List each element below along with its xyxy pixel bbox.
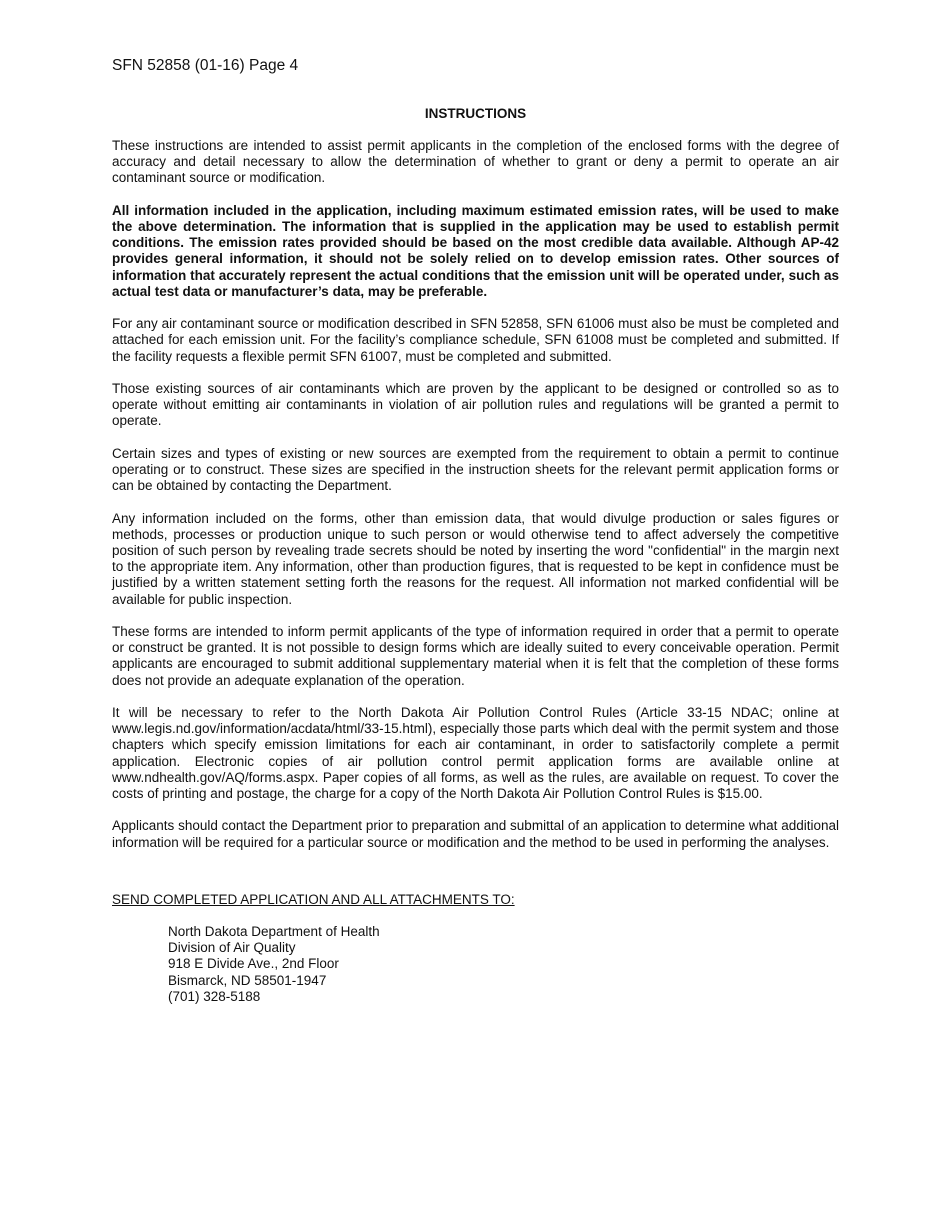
intro-paragraph: These instructions are intended to assist permit applicants in the completion of the enclosed forms with the degree of accuracy and detail necessary to allow the determination of whether to grant or deny a permit to operate an air contaminant source or modification. [112, 138, 839, 186]
form-id-header: SFN 52858 (01-16) Page 4 [112, 57, 299, 74]
page-title: INSTRUCTIONS [424, 106, 527, 121]
instructions-body [112, 138, 839, 867]
address-line-phone: (701) 328-5188 [168, 988, 261, 1004]
mailing-address [168, 924, 380, 1005]
exemptions-paragraph: Certain sizes and types of existing or new sources are exempted from the requirement to obtain a permit to continue operating or to construct. These sizes are specified in the instruction sheets for the relevant permit application forms or can be obtained by contacting the Department. [112, 445, 839, 494]
confidential-paragraph: Any information included on the forms, other than emission data, that would divulge production or sales figures or methods, processes or production unique to such person or would otherwise tend to affect adversely the competitive position of such person by revealing trade secrets should be noted by inserting the word "confidential" in the margin next to the appropriate item. Any information, other than production figures, that is requested to be kept in confidence must be justified by a written statement setting forth the reasons for the request. All information not marked confidential will be available for public inspection. [112, 510, 839, 607]
existing-sources-paragraph: Those existing sources of air contaminants which are proven by the applicant to be designed or controlled so as to operate without emitting air contaminants in violation of air pollution rules and regulations will be granted a permit to operate. [112, 381, 839, 429]
forms-purpose-paragraph: These forms are intended to inform permit applicants of the type of information required in order that a permit to operate or construct be granted. It is not possible to design forms which are ideally suited to every conceivable operation. Permit applicants are encouraged to submit additional supplementary material when it is felt that the completion of these forms does not provide an adequate explanation of the operation. [112, 624, 839, 688]
address-line-street: 918 E Divide Ave., 2nd Floor [168, 956, 339, 972]
send-to-heading: SEND COMPLETED APPLICATION AND ALL ATTACHMENTS TO: [112, 892, 515, 907]
rules-reference-paragraph: It will be necessary to refer to the North Dakota Air Pollution Control Rules (Article 33-15 NDAC; online at www.legis.nd.gov/information/acdata/html/33-15.html), especially those parts which deal with the permit system and those chapters which specify emission limitations for each air contaminant, in order to satisfactorily complete a permit application. Electronic copies of air pollution control permit application forms are available online at www.ndhealth.gov/AQ/forms.aspx. Paper copies of all forms, as well as the rules, are available on request. To cover the costs of printing and postage, the charge for a copy of the North Dakota Air Pollution Control Rules is $15.00. [112, 705, 839, 802]
sfn-forms-paragraph: For any air contaminant source or modification described in SFN 52858, SFN 61006 must also be must be completed and attached for each emission unit. For the facility’s compliance schedule, SFN 61008 must be completed and submitted. If the facility requests a flexible permit SFN 61007, must be completed and submitted. [112, 316, 839, 364]
address-line-city: Bismarck, ND 58501-1947 [168, 972, 327, 988]
contact-department-paragraph: Applicants should contact the Department prior to preparation and submittal of an application to determine what additional information will be required for a particular source or modification and the method to be used in performing the analyses. [112, 818, 839, 850]
address-line-organization: North Dakota Department of Health [168, 924, 380, 939]
address-line-division: Division of Air Quality [168, 940, 296, 956]
emission-rates-paragraph: All information included in the application, including maximum estimated emission rates, will be used to make the above determination. The information that is supplied in the application may be used to establish permit conditions. The emission rates provided should be based on the most credible data available. Although AP-42 provides general information, it should not be solely relied on to develop emission rates. Other sources of information that accurately represent the actual conditions that the emission unit will be operated under, such as actual test data or manufacturer’s data, may be preferable. [112, 202, 839, 299]
